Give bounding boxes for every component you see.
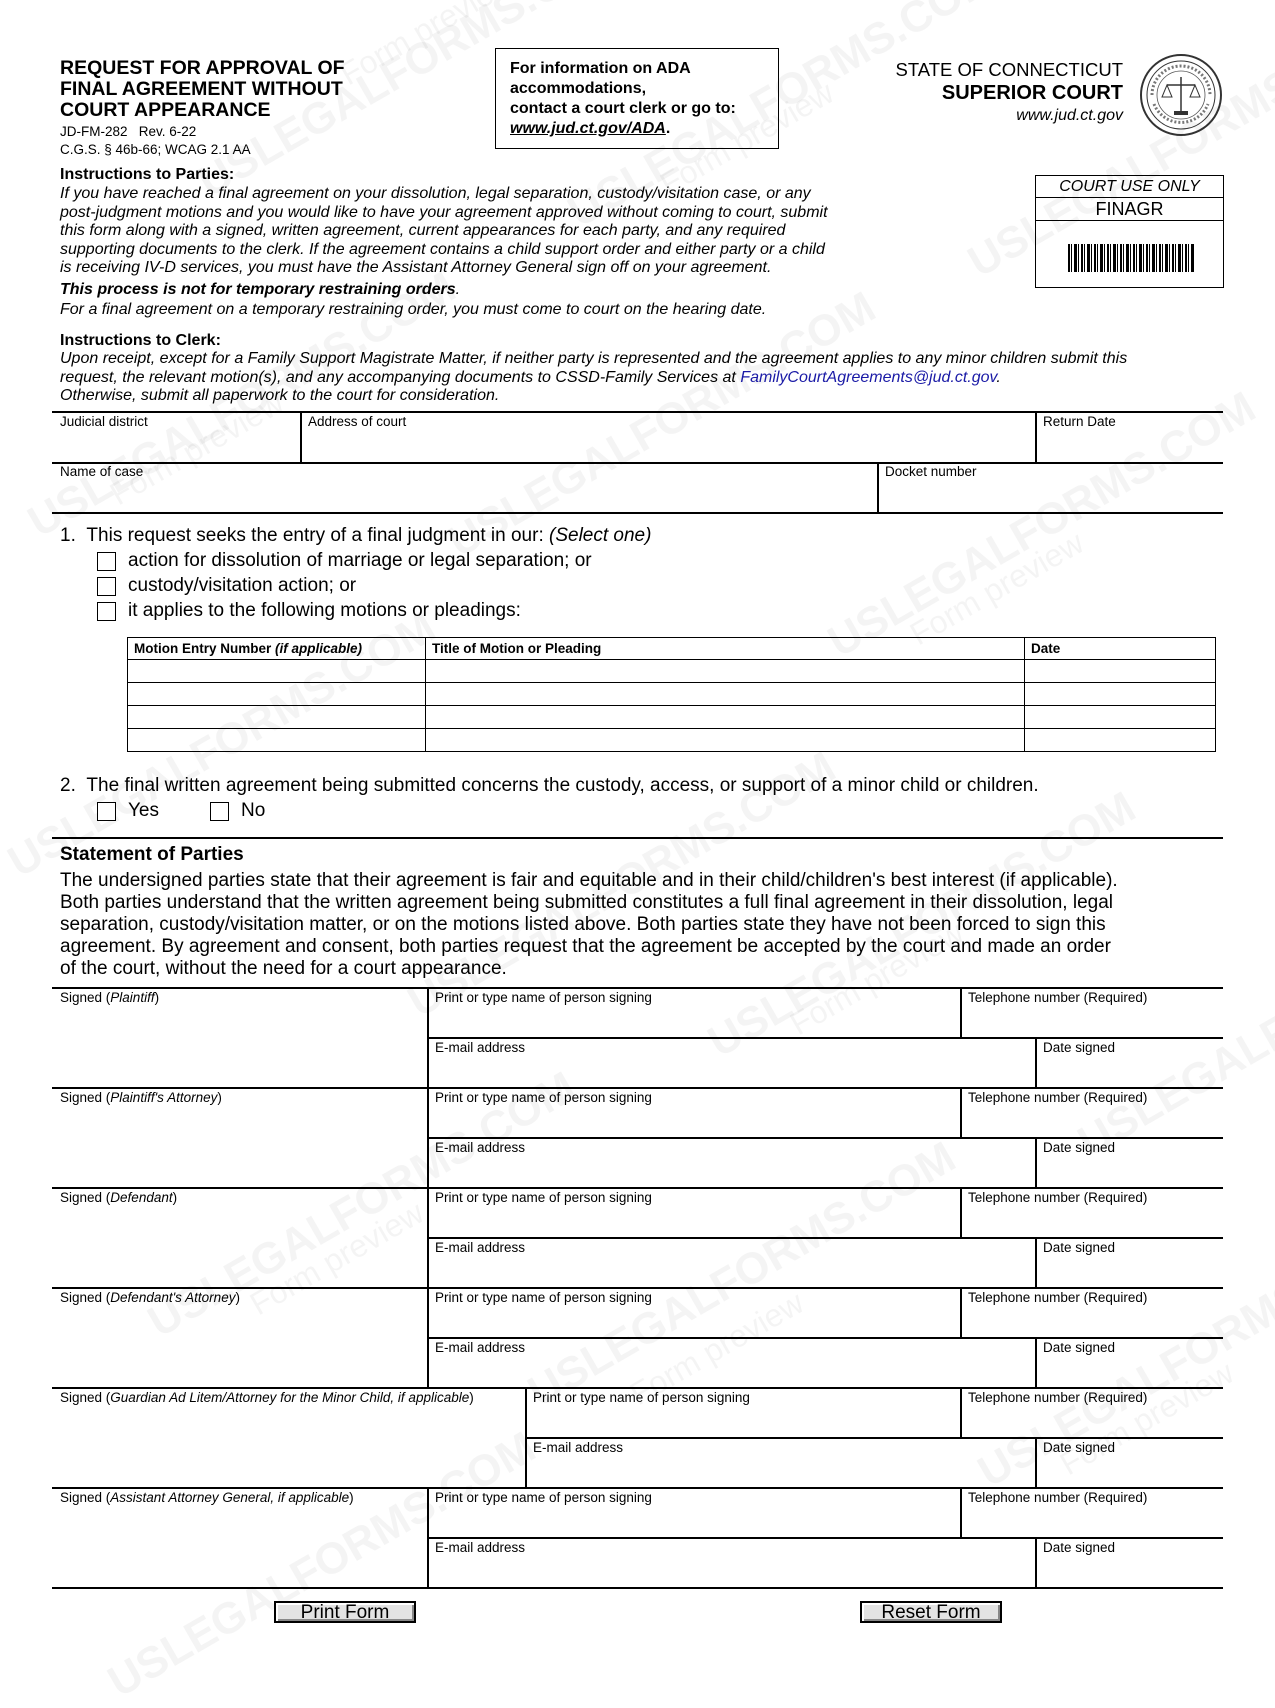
date-signed-label: Date signed: [1043, 1440, 1116, 1455]
court-use-label: COURT USE ONLY: [1036, 176, 1223, 198]
table-row: [128, 683, 1216, 706]
print-name-label: Print or type name of person signing: [435, 1190, 652, 1205]
statement-line: separation, custody/visitation matter, or on the motions listed above. Both parties state they have not been forced to sign this: [60, 914, 1106, 935]
motion-date-header: Date: [1025, 638, 1216, 660]
q1-hint: (Select one): [549, 525, 652, 546]
role-label: Plaintiff's Attorney: [110, 1090, 218, 1105]
ada-info-box: [495, 48, 779, 149]
statute-reference: C.G.S. § 46b-66; WCAG 2.1 AA: [60, 142, 251, 157]
guardian-signature-field[interactable]: [55, 1408, 523, 1485]
instruction-line: post-judgment motions and you would like to have your agreement approved without coming to court, submit: [60, 203, 828, 221]
dissolution-checkbox[interactable]: [97, 552, 116, 571]
email-label: E-mail address: [435, 1240, 526, 1255]
q1-text: [60, 525, 651, 547]
email-label: E-mail address: [435, 1340, 526, 1355]
print-name-label: Print or type name of person signing: [435, 990, 652, 1005]
table-row: [128, 729, 1216, 752]
email-label: E-mail address: [435, 1140, 526, 1155]
court-name: SUPERIOR COURT: [941, 82, 1123, 104]
motion-entry-cell[interactable]: [128, 729, 426, 752]
instructions-clerk-text: [60, 350, 1127, 406]
reset-form-button[interactable]: Reset Form: [860, 1601, 1002, 1623]
dissolution-option-label: action for dissolution of marriage or legal separation; or: [128, 550, 592, 571]
print-form-button[interactable]: Print Form: [274, 1601, 416, 1623]
signed-plaintiff-label: [60, 990, 159, 1006]
clerk-line: Otherwise, submit all paperwork to the court for consideration.: [60, 387, 500, 405]
print-name-label: Print or type name of person signing: [435, 1090, 652, 1105]
signed-aag-label: [60, 1490, 354, 1506]
instruction-line: If you have reached a final agreement on your dissolution, legal separation, custody/visitation case, or any: [60, 185, 811, 202]
court-use-box: [1035, 175, 1224, 288]
email-label: E-mail address: [533, 1440, 624, 1455]
statement-line: agreement. By agreement and consent, both parties request that the agreement be accepted by the court and made an order: [60, 936, 1111, 957]
instructions-parties-heading: Instructions to Parties:: [60, 166, 235, 183]
q2-yes-checkbox[interactable]: [97, 802, 116, 821]
watermark-sub: [334, 0, 520, 93]
table-row: [128, 706, 1216, 729]
motions-table: [127, 637, 1216, 752]
title-line: REQUEST FOR APPROVAL OF: [60, 57, 345, 79]
telephone-label: Telephone number (Required): [968, 1290, 1148, 1305]
q1-number: 1.: [60, 525, 76, 546]
signed-guardian-label: [60, 1390, 474, 1406]
statement-heading: Statement of Parties: [60, 844, 244, 865]
name-of-case-field[interactable]: [55, 480, 875, 510]
motion-title-cell[interactable]: [426, 683, 1025, 706]
role-label: Plaintiff: [110, 990, 155, 1005]
q1-question: This request seeks the entry of a final judgment in our:: [86, 525, 549, 546]
signed-suffix: ): [469, 1390, 474, 1405]
role-label: Defendant's Attorney: [110, 1290, 236, 1305]
watermark-brand: [520, 1132, 964, 1417]
address-of-court-field[interactable]: [303, 430, 1033, 460]
aag-signature-field[interactable]: [55, 1508, 425, 1585]
instruction-line: is receiving IV-D services, you must have the Assistant Attorney General sign off on your agreement.: [60, 259, 772, 277]
return-date-label: Return Date: [1043, 414, 1116, 429]
motion-entry-number-hint: (if applicable): [275, 641, 363, 656]
watermark-brand: [820, 382, 1264, 667]
ada-line: accommodations,: [510, 80, 647, 97]
tro-note-end: .: [455, 280, 461, 298]
connecticut-judicial-seal-icon: [1138, 52, 1224, 138]
title-line: FINAL AGREEMENT WITHOUT: [60, 78, 343, 100]
motion-date-cell[interactable]: [1025, 706, 1216, 729]
date-signed-label: Date signed: [1043, 1040, 1116, 1055]
role-label: Assistant Attorney General, if applicable: [110, 1490, 350, 1505]
table-row: [128, 660, 1216, 683]
name-of-case-label: Name of case: [60, 464, 144, 479]
motion-entry-number-label: Motion Entry Number: [134, 641, 275, 656]
title-line: COURT APPEARANCE: [60, 99, 271, 121]
clerk-line-end: .: [996, 368, 1001, 386]
instruction-line: this form along with a signed, written agreement, current appearances for each party, and any required: [60, 222, 786, 240]
signed-prefix: Signed (: [60, 990, 111, 1005]
motions-option-label: it applies to the following motions or pleadings:: [128, 600, 521, 621]
statement-text: [60, 870, 1118, 980]
title-of-motion-header: Title of Motion or Pleading: [426, 638, 1025, 660]
date-signed-label: Date signed: [1043, 1240, 1116, 1255]
signed-prefix: Signed (: [60, 1090, 111, 1105]
date-signed-label: Date signed: [1043, 1140, 1116, 1155]
email-label: E-mail address: [435, 1540, 526, 1555]
q2-number: 2.: [60, 775, 76, 796]
custody-visitation-checkbox[interactable]: [97, 577, 116, 596]
ada-line: contact a court clerk or go to:: [510, 100, 736, 117]
signed-prefix: Signed (: [60, 1190, 111, 1205]
date-signed-label: Date signed: [1043, 1340, 1116, 1355]
docket-number-label: Docket number: [885, 464, 977, 479]
motions-table-header: [128, 638, 1216, 660]
motion-entry-cell[interactable]: [128, 660, 426, 683]
motion-date-cell[interactable]: [1025, 729, 1216, 752]
signed-defendant-label: [60, 1190, 177, 1206]
statement-line: The undersigned parties state that their agreement is fair and equitable and in their child/children's best interest (if applicable).: [60, 870, 1118, 891]
motion-date-cell[interactable]: [1025, 683, 1216, 706]
signed-prefix: Signed (: [60, 1390, 111, 1405]
signed-defendant-attorney-label: [60, 1290, 240, 1306]
barcode-icon: [1068, 244, 1194, 272]
telephone-label: Telephone number (Required): [968, 1190, 1148, 1205]
print-name-label: Print or type name of person signing: [435, 1490, 652, 1505]
watermark-sub: [1054, 1354, 1240, 1483]
signed-suffix: ): [349, 1490, 354, 1505]
telephone-label: Telephone number (Required): [968, 990, 1148, 1005]
q2-no-label: No: [241, 800, 266, 821]
q2-question: The final written agreement being submitted concerns the custody, access, or support of a minor child or children.: [86, 775, 1039, 796]
motion-date-cell[interactable]: [1025, 660, 1216, 683]
motion-title-cell[interactable]: [426, 660, 1025, 683]
form-number: JD-FM-282 Rev. 6-22: [60, 124, 197, 139]
plaintiff-attorney-signature-field[interactable]: [55, 1108, 425, 1185]
q2-no-checkbox[interactable]: [210, 802, 229, 821]
role-label: Guardian Ad Litem/Attorney for the Minor Child, if applicable: [110, 1390, 470, 1405]
court-use-code: FINAGR: [1036, 198, 1223, 221]
signed-suffix: ): [154, 990, 160, 1005]
judicial-district-label: Judicial district: [60, 414, 148, 429]
telephone-label: Telephone number (Required): [968, 1490, 1148, 1505]
print-name-label: Print or type name of person signing: [435, 1290, 652, 1305]
statement-line: Both parties understand that the written agreement being submitted constitutes a full final agreement in their dissolution, legal: [60, 892, 1114, 913]
instruction-line: supporting documents to the clerk. If the agreement contains a child support order and either party or a child: [60, 240, 825, 258]
email-label: E-mail address: [435, 1040, 526, 1055]
tro-line: For a final agreement on a temporary restraining order, you must come to court on the hearing date.: [60, 300, 767, 318]
q2-yes-label: Yes: [128, 800, 159, 821]
motion-entry-cell[interactable]: [128, 706, 426, 729]
motion-entry-number-header: [128, 638, 426, 660]
motion-title-cell[interactable]: [426, 729, 1025, 752]
statement-line: of the court, without the need for a court appearance.: [60, 958, 507, 979]
state-name: STATE OF CONNECTICUT: [895, 59, 1123, 80]
signed-suffix: ): [172, 1190, 178, 1205]
defendant-signature-field[interactable]: [55, 1208, 425, 1285]
ada-link[interactable]: www.jud.ct.gov/ADA: [510, 120, 666, 137]
clerk-email-link[interactable]: FamilyCourtAgreements@jud.ct.gov: [740, 368, 997, 386]
form-title: [60, 58, 345, 121]
ada-line: For information on ADA: [510, 60, 691, 77]
signed-suffix: ): [235, 1290, 240, 1305]
instructions-clerk-heading: Instructions to Clerk:: [60, 332, 221, 349]
tro-bold-note: This process is not for temporary restraining orders: [60, 280, 456, 298]
date-signed-label: Date signed: [1043, 1540, 1116, 1555]
motion-entry-cell[interactable]: [128, 683, 426, 706]
signed-prefix: Signed (: [60, 1290, 111, 1305]
signed-prefix: Signed (: [60, 1490, 111, 1505]
clerk-line: Upon receipt, except for a Family Support Magistrate Matter, if neither party is represented and the agreement applies to any minor children submit this: [60, 350, 1128, 367]
motion-title-cell[interactable]: [426, 706, 1025, 729]
instructions-parties-text: [60, 185, 828, 319]
signed-suffix: ): [217, 1090, 222, 1105]
print-name-label: Print or type name of person signing: [533, 1390, 750, 1405]
defendant-attorney-signature-field[interactable]: [55, 1308, 425, 1385]
q2-text: [60, 775, 1039, 797]
signed-plaintiff-attorney-label: [60, 1090, 222, 1106]
ada-period: .: [665, 120, 671, 137]
motions-checkbox[interactable]: [97, 602, 116, 621]
judicial-district-field[interactable]: [55, 414, 298, 460]
watermark-sub: [904, 524, 1090, 653]
docket-number-field[interactable]: [880, 480, 1221, 510]
role-label: Defendant: [110, 1190, 173, 1205]
address-of-court-label: Address of court: [308, 414, 407, 429]
court-website: www.jud.ct.gov: [1016, 107, 1123, 124]
return-date-field[interactable]: [1038, 430, 1221, 460]
custody-visitation-option-label: custody/visitation action; or: [128, 575, 357, 596]
plaintiff-signature-field[interactable]: [55, 1008, 425, 1085]
telephone-label: Telephone number (Required): [968, 1090, 1148, 1105]
watermark-brand: [970, 1212, 1275, 1497]
clerk-line: request, the relevant motion(s), and any accompanying documents to CSSD-Family Services at: [60, 368, 741, 386]
telephone-label: Telephone number (Required): [968, 1390, 1148, 1405]
